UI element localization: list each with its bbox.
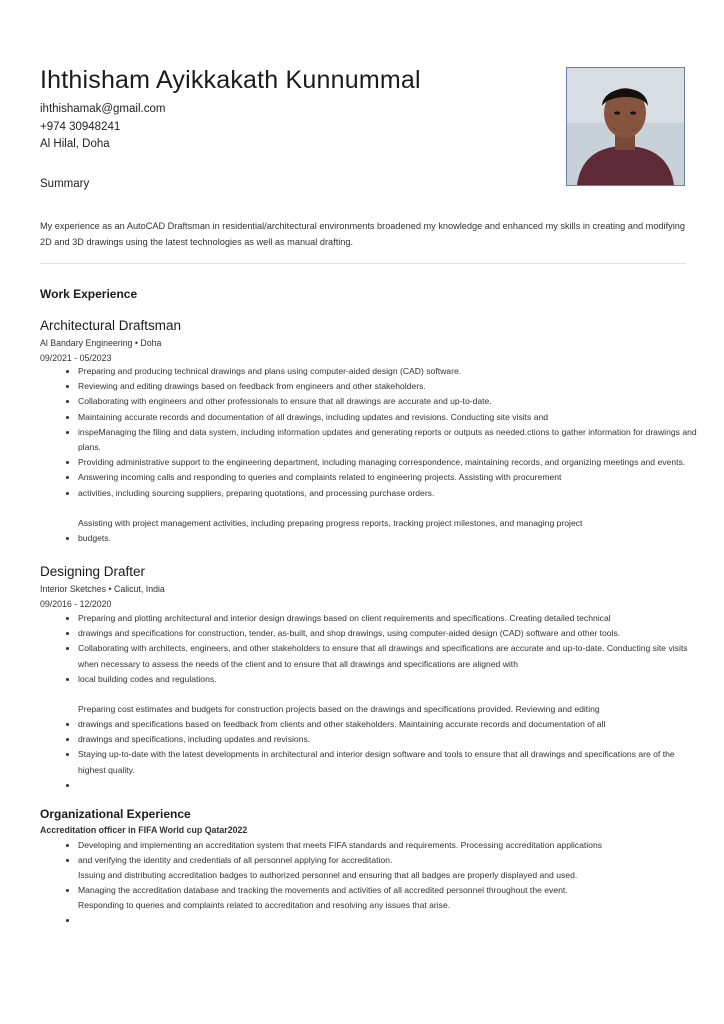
- job-company: Al Bandary Engineering • Doha: [40, 338, 162, 348]
- list-item: • Reviewing and editing drawings based on feedback from engineers and other stakeholders.: [78, 379, 704, 394]
- list-item: [78, 913, 704, 928]
- job-line: Preparing cost estimates and budgets for construction projects based on the drawings and specifications provided. Reviewing and editing: [78, 704, 600, 714]
- list-item: • Managing the accreditation database and tracking the movements and activities of all accredited personnel throughout the event.: [78, 883, 704, 898]
- organizational-experience-heading: Organizational Experience: [40, 807, 191, 821]
- job-bullets: [60, 364, 704, 501]
- org-line: Issuing and distributing accreditation badges to authorized personnel and ensuring that all badges are properly displayed and used.: [78, 870, 578, 880]
- org-bullets: [60, 838, 704, 868]
- job-bullets: [60, 531, 704, 546]
- list-item: • and verifying the identity and credentials of all personnel applying for accreditation.: [78, 853, 704, 868]
- list-item: • inspeManaging the filing and data system, including information updates and generating reports or outputs as needed.ctions to gather information for drawings and plans.: [78, 425, 704, 455]
- job-line: Assisting with project management activities, including preparing progress reports, tracking project milestones, and managing project: [78, 518, 583, 528]
- list-item: • Preparing and producing technical drawings and plans using computer-aided design (CAD) software.: [78, 364, 704, 379]
- org-role: Accreditation officer in FIFA World cup Qatar2022: [40, 825, 248, 835]
- portrait-image: [567, 68, 684, 185]
- list-item: • local building codes and regulations.: [78, 672, 704, 687]
- list-item: [78, 778, 704, 793]
- list-item: • drawings and specifications for construction, tender, as-built, and shop drawings, using computer-aided design (CAD) software and other tools.: [78, 626, 704, 641]
- summary-text: My experience as an AutoCAD Draftsman in residential/architectural environments broadened my knowledge and enhanced my skills in creating and modifying 2D and 3D drawings using the latest technologies as well as manual drafting.: [40, 221, 685, 247]
- list-item: • Collaborating with architects, engineers, and other stakeholders to ensure that all drawings and specifications are accurate and up-to-date. Conducting site visits when necessary to assess the needs of the client and to ensure that all drawings and specifications are aligned with: [78, 641, 704, 671]
- contact-block: [40, 101, 165, 154]
- work-experience-heading: Work Experience: [40, 287, 138, 301]
- org-bullets: [60, 913, 704, 928]
- list-item: • drawings and specifications, including updates and revisions.: [78, 732, 704, 747]
- location: Al Hilal, Doha: [40, 138, 110, 150]
- job-title: Designing Drafter: [40, 564, 146, 579]
- job-company: Interior Sketches • Calicut, India: [40, 584, 165, 594]
- list-item: • Collaborating with engineers and other professionals to ensure that all drawings are accurate and up-to-date.: [78, 394, 704, 409]
- job-dates: 09/2021 - 05/2023: [40, 353, 112, 363]
- job-bullets: [60, 717, 704, 793]
- email: ihthishamak@gmail.com: [40, 103, 166, 115]
- list-item: • Answering incoming calls and responding to queries and complaints related to engineering projects. Assisting with procurement: [78, 470, 704, 485]
- summary-heading: Summary: [40, 178, 90, 190]
- list-item: • budgets.: [78, 531, 704, 546]
- list-item: • Staying up-to-date with the latest developments in architectural and interior design software and tools to ensure that all drawings and specifications are of the highest quality.: [78, 747, 704, 777]
- list-item: • activities, including sourcing suppliers, preparing quotations, and processing purchase orders.: [78, 486, 704, 501]
- job-dates: 09/2016 - 12/2020: [40, 599, 112, 609]
- list-item: • Maintaining accurate records and documentation of all drawings, including updates and revisions. Conducting site visits and: [78, 410, 704, 425]
- job-title: Architectural Draftsman: [40, 318, 182, 333]
- divider: [40, 263, 686, 264]
- list-item: • Providing administrative support to the engineering department, including managing correspondence, maintaining records, and organizing meetings and events.: [78, 455, 704, 470]
- list-item: • Preparing and plotting architectural and interior design drawings based on client requirements and specifications. Creating detailed technical: [78, 611, 704, 626]
- candidate-name: Ihthisham Ayikkakath Kunnummal: [40, 66, 421, 94]
- profile-photo: [566, 67, 685, 186]
- list-item: • Developing and implementing an accreditation system that meets FIFA standards and requirements. Processing accreditation applications: [78, 838, 704, 853]
- list-item: • drawings and specifications based on feedback from clients and other stakeholders. Maintaining accurate records and documentation of all: [78, 717, 704, 732]
- org-line: Responding to queries and complaints related to accreditation and resolving any issues that arise.: [78, 900, 451, 910]
- org-bullets: [60, 883, 704, 898]
- phone: +974 30948241: [40, 120, 121, 133]
- job-bullets: [60, 611, 704, 687]
